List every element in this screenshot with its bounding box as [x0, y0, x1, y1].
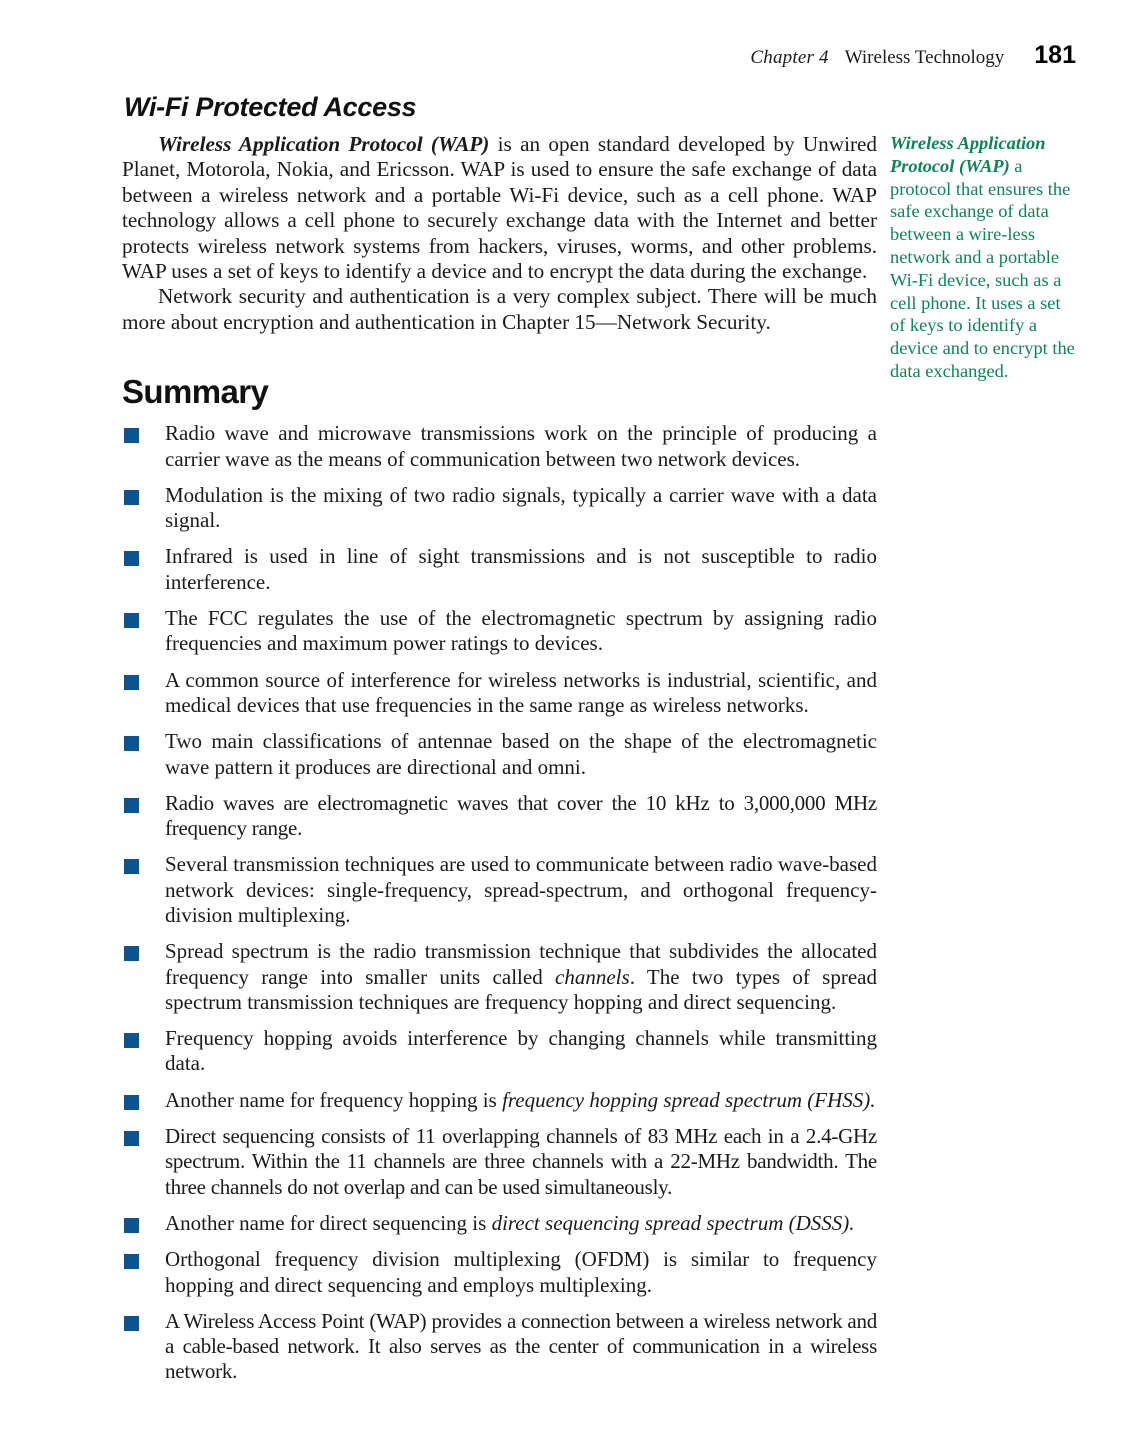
summary-list: [122, 421, 877, 1385]
summary-item-text: [165, 483, 877, 534]
summary-item-text-pre: Another name for frequency hopping is: [165, 1087, 503, 1112]
summary-item-text: [165, 1026, 877, 1077]
summary-item-text-pre: Orthogonal frequency division multiplexing (OFDM) is similar to frequency hopping and direct sequencing and employs multiplexing.: [165, 1247, 877, 1297]
main-text-column: [122, 92, 877, 1396]
section-heading: Wi-Fi Protected Access: [124, 92, 417, 122]
summary-item-text-pre: Several transmission techniques are used to communicate between radio wave-based network devices: single-frequency, spread-spectrum, and orthogonal frequency-division multiplexing.: [165, 852, 878, 927]
paragraph-network-security: [122, 284, 877, 335]
summary-list-item: [122, 1088, 877, 1113]
summary-list-item: [122, 729, 877, 780]
summary-item-text: [165, 1309, 877, 1385]
summary-item-text: [165, 791, 877, 842]
summary-item-text-pre: Direct sequencing consists of 11 overlapping channels of 83 MHz each in a 2.4-GHz spectrum. Within the 11 channels are three channels with a 22-MHz bandwidth. The three channels do not overlap and can be used simultaneously.: [165, 1124, 877, 1199]
margin-definition-note: [890, 132, 1080, 383]
running-head: [750, 41, 1076, 70]
summary-item-text-pre: Frequency hopping avoids interference by changing channels while transmitting data.: [165, 1026, 877, 1076]
margin-note-term: Wireless Application Protocol (WAP): [890, 133, 1046, 176]
margin-note-definition: a protocol that ensures the safe exchange of data between a wire-less network and a portable Wi-Fi device, such as a cell phone. It uses a set of keys to identify a device and to encrypt the data exchanged.: [890, 155, 1075, 381]
summary-item-text-pre: Infrared is used in line of sight transmissions and is not susceptible to radio interference.: [165, 544, 877, 594]
summary-item-text-pre: Another name for direct sequencing is: [165, 1210, 492, 1235]
summary-item-text-pre: Two main classifications of antennae based on the shape of the electromagnetic wave pattern it produces are directional and omni.: [165, 729, 877, 779]
running-head-chapter: Chapter 4: [750, 47, 829, 68]
summary-list-item: [122, 791, 877, 842]
paragraph-wap-intro-text: is an open standard developed by Unwired Planet, Motorola, Nokia, and Ericsson. WAP is used to ensure the safe exchange of data between a wireless network and a portable Wi-Fi device, such as a cell phone. WAP technology allows a cell phone to securely exchange data with the Internet and better protects wireless network systems from hackers, viruses, worms, and other problems. WAP uses a set of keys to identify a device and to encrypt the data during the exchange.: [122, 132, 878, 284]
summary-item-text: [165, 668, 877, 719]
summary-list-item: [122, 939, 877, 1015]
summary-list-item: [122, 1026, 877, 1077]
paragraph-wap-intro: [122, 132, 877, 284]
summary-item-text-pre: Modulation is the mixing of two radio signals, typically a carrier wave with a data signal.: [165, 482, 877, 533]
summary-list-item: [122, 421, 877, 472]
summary-list-item: [122, 544, 877, 595]
summary-item-emphasis: direct sequencing spread spectrum (DSSS).: [491, 1210, 855, 1235]
summary-list-item: [122, 852, 877, 928]
summary-item-text: [165, 1088, 877, 1113]
summary-list-item: [122, 483, 877, 534]
summary-item-text-pre: A Wireless Access Point (WAP) provides a connection between a wireless network and a cable-based network. It also serves as the center of communication in a wireless network.: [165, 1308, 877, 1384]
summary-item-text-pre: Spread spectrum is the radio transmission technique that subdivides the allocated frequency range into smaller units called: [165, 939, 877, 989]
summary-item-text: [165, 606, 877, 657]
summary-item-text: [165, 421, 877, 472]
summary-list-item: [122, 1309, 877, 1385]
summary-item-text: [165, 852, 877, 928]
running-head-title: Wireless Technology: [844, 47, 1005, 68]
summary-item-emphasis: frequency hopping spread spectrum (FHSS).: [502, 1087, 876, 1112]
summary-item-text-pre: Radio waves are electromagnetic waves that cover the 10 kHz to 3,000,000 MHz frequency range.: [165, 790, 877, 841]
summary-item-text: [165, 1124, 877, 1200]
summary-item-emphasis: channels: [555, 964, 630, 989]
summary-item-text-post: . The two types of spread spectrum transmission techniques are frequency hopping and direct sequencing.: [165, 964, 877, 1014]
summary-item-text: [165, 939, 877, 1015]
summary-item-text-pre: A common source of interference for wireless networks is industrial, scientific, and medical devices that use frequencies in the same range as wireless networks.: [165, 667, 877, 717]
summary-list-item: [122, 668, 877, 719]
page-number: 181: [1034, 41, 1076, 69]
summary-item-text: [165, 1211, 877, 1236]
summary-list-item: [122, 606, 877, 657]
summary-heading: Summary: [122, 373, 269, 411]
summary-item-text: [165, 544, 877, 595]
summary-item-text-pre: Radio wave and microwave transmissions work on the principle of producing a carrier wave as the means of communication between two network devices.: [165, 421, 877, 471]
inline-term-wap: Wireless Application Protocol (WAP): [158, 132, 490, 156]
summary-item-text: [165, 729, 877, 780]
summary-item-text-pre: The FCC regulates the use of the electromagnetic spectrum by assigning radio frequencies and maximum power ratings to devices.: [165, 606, 877, 656]
summary-item-text: [165, 1247, 877, 1298]
summary-list-item: [122, 1211, 877, 1236]
paragraph-network-security-text: Network security and authentication is a very complex subject. There will be much more about encryption and authentication in Chapter 15—Network Security.: [122, 284, 877, 334]
summary-list-item: [122, 1124, 877, 1200]
summary-list-item: [122, 1247, 877, 1298]
